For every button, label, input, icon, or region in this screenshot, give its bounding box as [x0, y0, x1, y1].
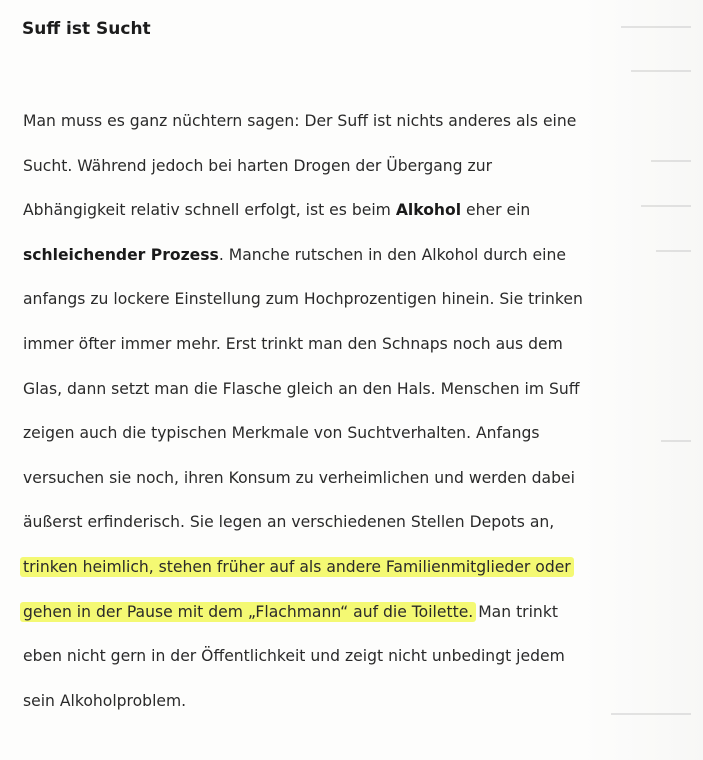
text-segment: eher ein — [461, 201, 531, 220]
article-body — [23, 106, 693, 730]
text-line — [23, 329, 693, 374]
bold-term-prozess: schleichender Prozess — [23, 245, 219, 264]
text-segment: versuchen sie noch, ihren Konsum zu verheimlichen und werden dabei — [23, 468, 575, 487]
text-segment: Abhängigkeit relativ schnell erfolgt, ist es beim — [23, 201, 396, 220]
text-segment: eben nicht gern in der Öffentlichkeit und zeigt nicht unbedingt jedem — [23, 647, 565, 666]
text-line — [23, 240, 693, 285]
highlighted-text: trinken heimlich, stehen früher auf als andere Familienmitglieder oder — [20, 557, 574, 577]
text-segment: Man muss es ganz nüchtern sagen: Der Suff ist nichts anderes als eine — [23, 112, 577, 130]
text-segment: Sucht. Während jedoch bei harten Drogen der Übergang zur — [23, 156, 493, 175]
text-segment: anfangs zu lockere Einstellung zum Hochprozentigen hinein. Sie trinken — [23, 290, 583, 309]
text-line — [23, 418, 693, 463]
text-segment: . Manche rutschen in den Alkohol durch eine — [218, 245, 566, 264]
text-line — [23, 463, 693, 508]
text-line — [23, 195, 693, 240]
text-segment: immer öfter immer mehr. Erst trinkt man den Schnaps noch aus dem — [23, 334, 563, 353]
text-line — [23, 597, 693, 642]
text-line — [23, 374, 693, 419]
text-segment: äußerst erfinderisch. Sie legen an verschiedenen Stellen Depots an, — [23, 513, 555, 532]
text-line — [23, 151, 693, 196]
text-segment: zeigen auch die typischen Merkmale von Suchtverhalten. Anfangs — [23, 424, 540, 443]
text-line — [23, 507, 693, 552]
text-line — [23, 106, 693, 151]
text-line — [23, 686, 693, 731]
text-segment: Man trinkt — [473, 602, 558, 621]
text-line — [23, 641, 693, 686]
text-line — [23, 284, 693, 329]
text-segment: sein Alkoholproblem. — [23, 691, 187, 710]
text-segment: Glas, dann setzt man die Flasche gleich an den Hals. Menschen im Suff — [23, 379, 580, 398]
highlighted-text: gehen in der Pause mit dem „Flachmann“ auf die Toilette. — [20, 602, 476, 622]
article-title: Suff ist Sucht — [22, 19, 151, 39]
text-line — [23, 552, 693, 597]
bold-term-alkohol: Alkohol — [395, 201, 462, 220]
